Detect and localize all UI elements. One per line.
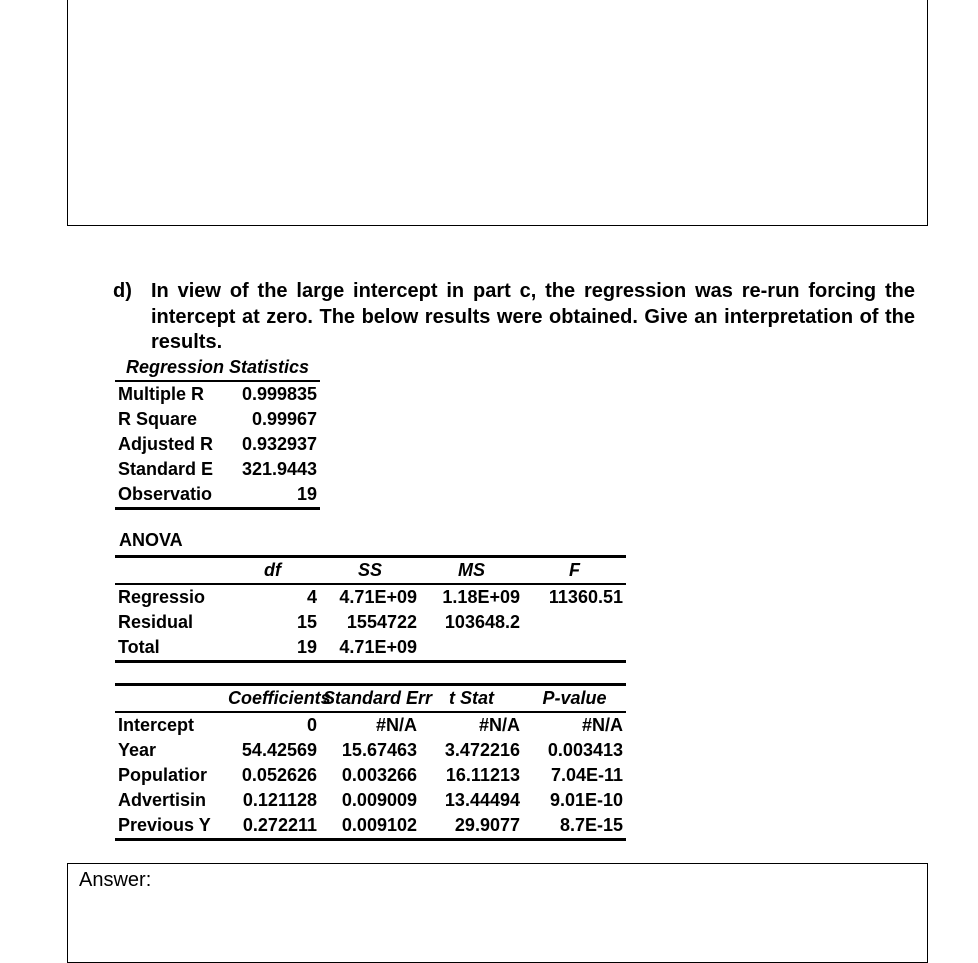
row-label: Residual — [118, 612, 194, 632]
stat-label: Adjusted R — [118, 434, 214, 454]
cell: 0 — [306, 715, 317, 735]
cell: 1554722 — [346, 612, 417, 632]
cell: 1.18E+09 — [442, 587, 520, 607]
cell: #N/A — [478, 715, 520, 735]
row-label: Intercept — [118, 715, 195, 735]
cell: 0.052626 — [241, 765, 317, 785]
table-row — [115, 712, 626, 738]
answer-label: Answer: — [79, 869, 152, 891]
question-text: In view of the large intercept in part c, the regression was re-run forcing the intercept at zero. The below results were obtained. Give an interpretation of the results. — [151, 280, 915, 353]
cell: 19 — [296, 637, 317, 657]
table-row — [115, 457, 320, 482]
previous-answer-box[interactable] — [67, 0, 928, 226]
stat-value: 0.932937 — [241, 434, 318, 454]
table-row — [115, 763, 626, 788]
coefficients-table — [115, 683, 626, 841]
cell: 0.009009 — [341, 790, 417, 810]
cell: #N/A — [581, 715, 623, 735]
column-header: P-value — [523, 685, 626, 713]
table-header-row — [115, 685, 626, 713]
table-row — [115, 738, 626, 763]
column-header: F — [523, 557, 626, 585]
row-label: Regressio — [118, 587, 206, 607]
table-row — [115, 813, 626, 840]
table-row — [115, 381, 320, 407]
cell: 4.71E+09 — [339, 587, 417, 607]
stat-label: Observatio — [115, 482, 230, 509]
cell: 54.42569 — [241, 740, 317, 760]
cell: 15.67463 — [341, 740, 417, 760]
column-header: SS — [320, 557, 420, 585]
cell — [523, 610, 626, 635]
table-row — [115, 788, 626, 813]
cell: #N/A — [375, 715, 417, 735]
table-row — [115, 482, 320, 509]
cell: 13.44494 — [444, 790, 520, 810]
cell: 9.01E-10 — [549, 790, 623, 810]
column-header: df — [225, 557, 320, 585]
stat-label: Standard E — [118, 459, 214, 479]
row-label: Advertisin — [118, 790, 207, 810]
regression-statistics-table — [115, 355, 320, 510]
cell — [420, 635, 523, 662]
cell: 103648.2 — [444, 612, 520, 632]
table-header-row — [115, 557, 626, 585]
cell: 11360.51 — [548, 587, 623, 607]
cell: 4.71E+09 — [339, 637, 417, 657]
column-header — [115, 685, 225, 713]
table-row — [115, 432, 320, 457]
cell: 0.003266 — [341, 765, 417, 785]
table-row — [115, 584, 626, 610]
table-row — [115, 407, 320, 432]
cell: 0.121128 — [242, 790, 317, 810]
cell: 4 — [306, 587, 317, 607]
table-row — [115, 610, 626, 635]
column-header: MS — [420, 557, 523, 585]
cell: 8.7E-15 — [559, 815, 623, 835]
cell: 29.9077 — [454, 815, 520, 835]
cell — [523, 635, 626, 662]
anova-title: ANOVA — [119, 530, 183, 550]
cell: 16.11213 — [445, 765, 520, 785]
stat-value: 321.9443 — [241, 459, 318, 479]
cell: 3.472216 — [444, 740, 520, 760]
table-row — [115, 635, 626, 662]
stat-value: 19 — [230, 482, 320, 509]
stat-label: Multiple R — [118, 384, 204, 404]
answer-box[interactable] — [67, 863, 928, 963]
row-label: Populatior — [118, 765, 207, 785]
cell: 15 — [296, 612, 317, 632]
anova-table — [115, 555, 626, 663]
stat-label: R Square — [118, 409, 198, 429]
column-header: Coefficients — [225, 685, 320, 713]
cell: 7.04E-11 — [550, 765, 623, 785]
question-number: d) — [113, 280, 132, 302]
column-header — [115, 557, 225, 585]
question-d — [113, 279, 915, 356]
cell: 0.009102 — [341, 815, 417, 835]
regression-statistics-title: Regression Statistics — [115, 355, 320, 381]
row-label: Year — [118, 740, 157, 760]
stat-value: 0.999835 — [241, 384, 318, 404]
cell: 0.272211 — [242, 815, 317, 835]
stat-value: 0.99967 — [251, 409, 318, 429]
row-label: Total — [118, 637, 160, 657]
column-header: Standard Err — [320, 685, 420, 713]
cell: 0.003413 — [547, 740, 623, 760]
column-header: t Stat — [420, 685, 523, 713]
row-label: Previous Y — [118, 815, 211, 835]
